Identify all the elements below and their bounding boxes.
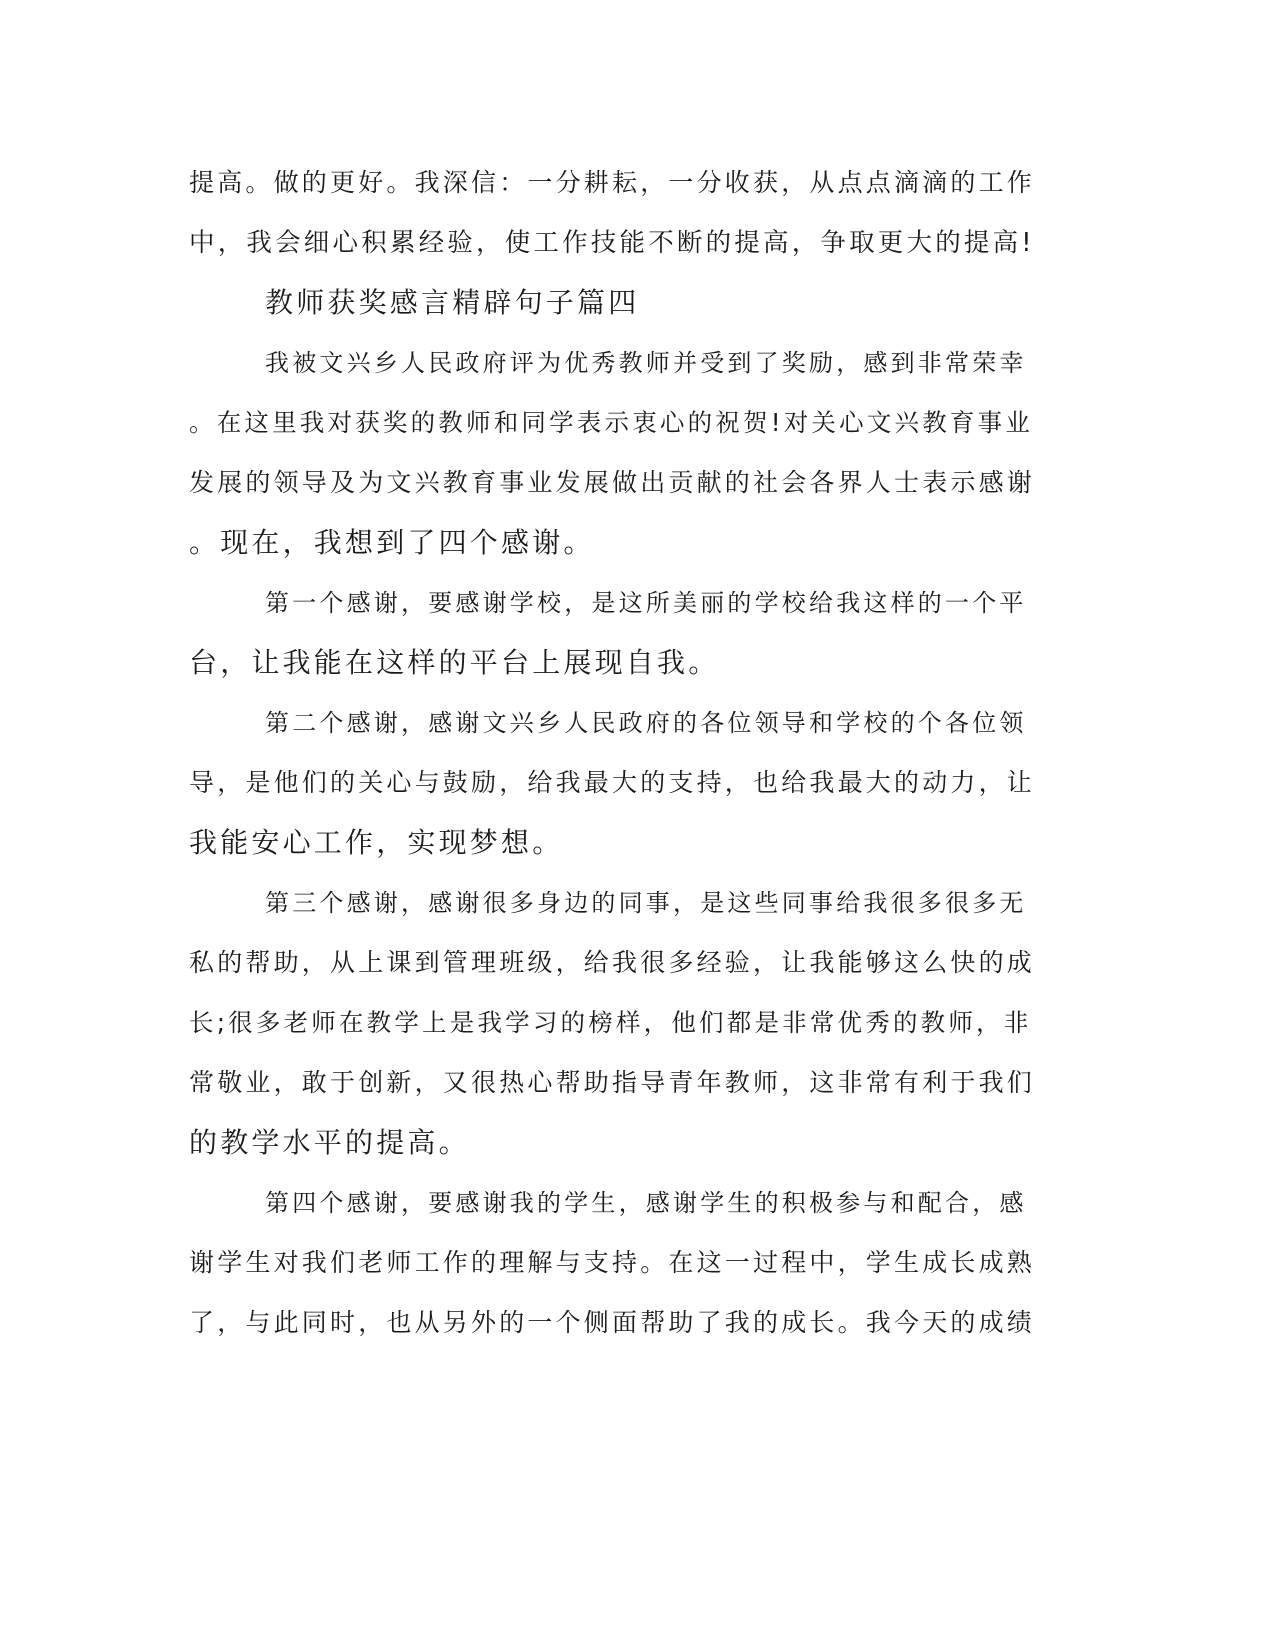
text-line: 。在这里我对获奖的教师和同学表示衷心的祝贺!对关心文兴教育事业 bbox=[189, 408, 1034, 437]
text-line: 提高。做的更好。我深信：一分耕耘，一分收获，从点点滴滴的工作 bbox=[189, 168, 1036, 197]
text-line: 第四个感谢，要感谢我的学生，感谢学生的积极参与和配合，感 bbox=[265, 1189, 1027, 1217]
text-line: 第一个感谢，要感谢学校，是这所美丽的学校给我这样的一个平 bbox=[265, 589, 1027, 617]
text-line: 第三个感谢，感谢很多身边的同事，是这些同事给我很多很多无 bbox=[265, 889, 1027, 917]
text-line: 了，与此同时，也从另外的一个侧面帮助了我的成长。我今天的成绩 bbox=[189, 1308, 1036, 1337]
text-line: 谢学生对我们老师工作的理解与支持。在这一过程中，学生成长成熟 bbox=[189, 1248, 1036, 1277]
text-line: 中，我会细心积累经验，使工作技能不断的提高，争取更大的提高! bbox=[189, 228, 1035, 258]
text-line: 常敬业，敢于创新，又很热心帮助指导青年教师，这非常有利于我们 bbox=[189, 1068, 1036, 1097]
text-line: 私的帮助，从上课到管理班级，给我很多经验，让我能够这么快的成 bbox=[189, 948, 1036, 977]
text-line: 。现在，我想到了四个感谢。 bbox=[189, 526, 595, 559]
text-line: 我被文兴乡人民政府评为优秀教师并受到了奖励，感到非常荣幸 bbox=[265, 349, 1027, 377]
section-heading: 教师获奖感言精辟句子篇四 bbox=[265, 286, 640, 319]
text-line: 发展的领导及为文兴教育事业发展做出贡献的社会各界人士表示感谢 bbox=[189, 468, 1036, 497]
text-line: 我能安心工作，实现梦想。 bbox=[189, 826, 564, 859]
text-line: 长;很多老师在教学上是我学习的榜样，他们都是非常优秀的教师，非 bbox=[189, 1008, 1032, 1037]
text-line: 导，是他们的关心与鼓励，给我最大的支持，也给我最大的动力，让 bbox=[189, 768, 1036, 797]
text-line: 的教学水平的提高。 bbox=[189, 1126, 470, 1159]
text-line: 台，让我能在这样的平台上展现自我。 bbox=[189, 646, 720, 679]
text-line: 第二个感谢，感谢文兴乡人民政府的各位领导和学校的个各位领 bbox=[265, 709, 1027, 737]
